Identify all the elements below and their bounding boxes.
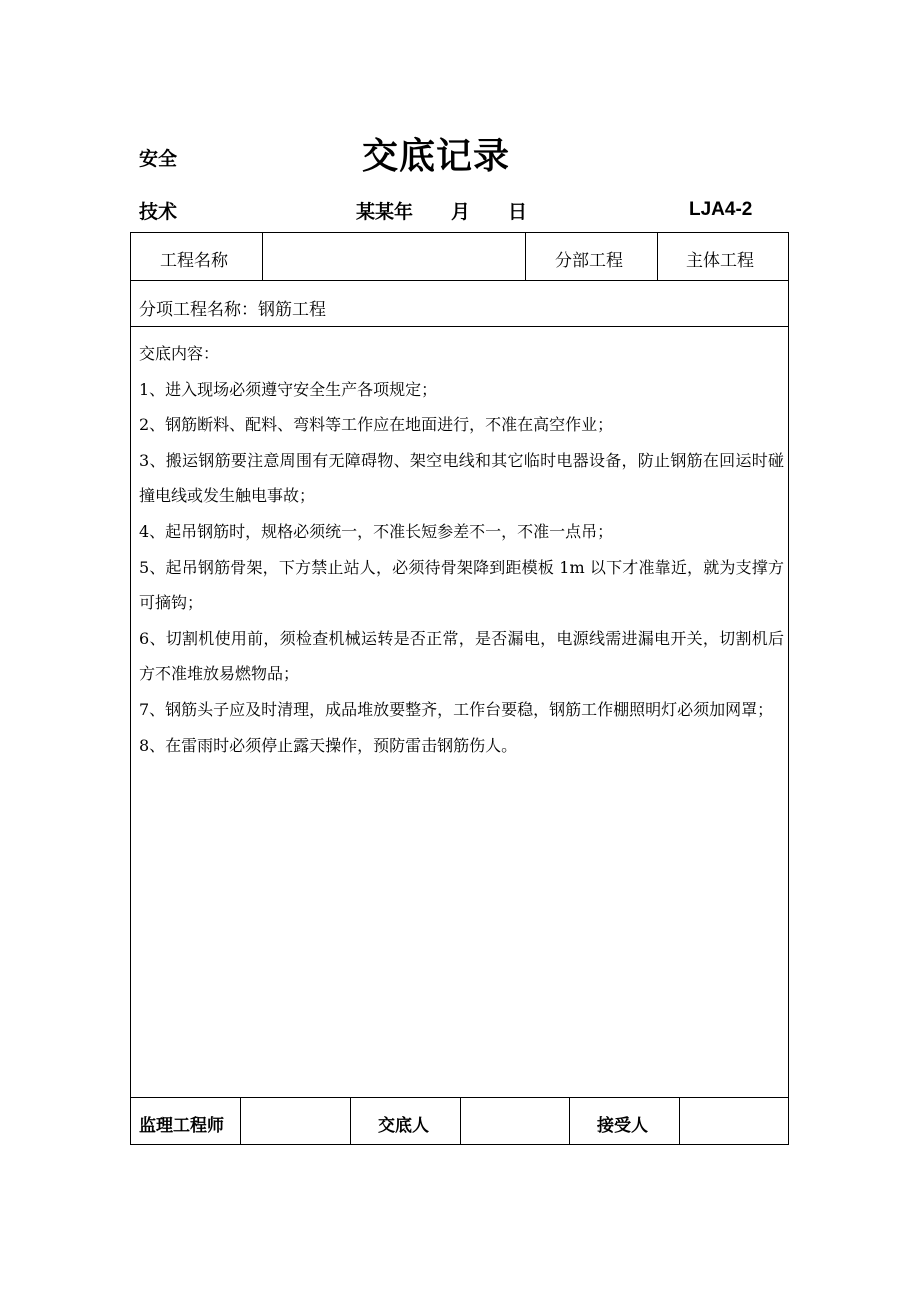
column-divider: [262, 232, 263, 280]
content-item: 1、进入现场必须遵守安全生产各项规定；: [139, 379, 438, 399]
column-divider: [569, 1097, 570, 1145]
safety-label: 安全: [139, 148, 178, 170]
receiver-label: 接受人: [597, 1116, 648, 1136]
column-divider: [350, 1097, 351, 1145]
row-divider: [130, 326, 789, 327]
content-item: 6、切割机使用前，须检查机械运转是否正常，是否漏电，电源线需进漏电开关，切割机后方不准堆放易燃物品；: [139, 628, 784, 684]
content-item: 3、搬运钢筋要注意周围有无障碍物、架空电线和其它临时电器设备，防止钢筋在回运时碰撞电线或发生触电事故；: [139, 450, 784, 506]
column-divider: [657, 232, 658, 280]
content-item: 5、起吊钢筋骨架，下方禁止站人，必须待骨架降到距模板 1m 以下才准靠近，就为支撑方可摘钩；: [139, 557, 784, 613]
project-name-label: 工程名称: [160, 251, 228, 271]
column-divider: [525, 232, 526, 280]
division-value[interactable]: 主体工程: [686, 251, 754, 271]
discloser-label: 交底人: [378, 1116, 429, 1136]
subitem-label: 分项工程名称：: [139, 300, 258, 320]
content-item: 2、钢筋断料、配料、弯料等工作应在地面进行，不准在高空作业；: [139, 415, 614, 435]
content-heading: 交底内容：: [139, 344, 220, 363]
form-code: LJA4-2: [689, 199, 753, 220]
subitem-name: [139, 295, 326, 320]
content-item: 7、钢筋头子应及时清理，成品堆放要整齐，工作台要稳，钢筋工作棚照明灯必须加网罩；: [139, 699, 774, 719]
column-divider: [460, 1097, 461, 1145]
column-divider: [240, 1097, 241, 1145]
content-item: 8、在雷雨时必须停止露天操作，预防雷击钢筋伤人。: [139, 735, 518, 755]
column-divider: [679, 1097, 680, 1145]
subitem-value[interactable]: 钢筋工程: [258, 300, 326, 320]
document-title: 交底记录: [362, 136, 511, 177]
date-field: 某某年 月 日: [356, 201, 528, 223]
supervisor-label: 监理工程师: [139, 1116, 224, 1136]
division-label: 分部工程: [555, 251, 623, 271]
content-item: 4、起吊钢筋时，规格必须统一，不准长短参差不一，不准一点吊；: [139, 521, 614, 541]
technical-label: 技术: [139, 201, 178, 223]
row-divider: [130, 280, 789, 281]
disclosure-content: [139, 336, 784, 763]
